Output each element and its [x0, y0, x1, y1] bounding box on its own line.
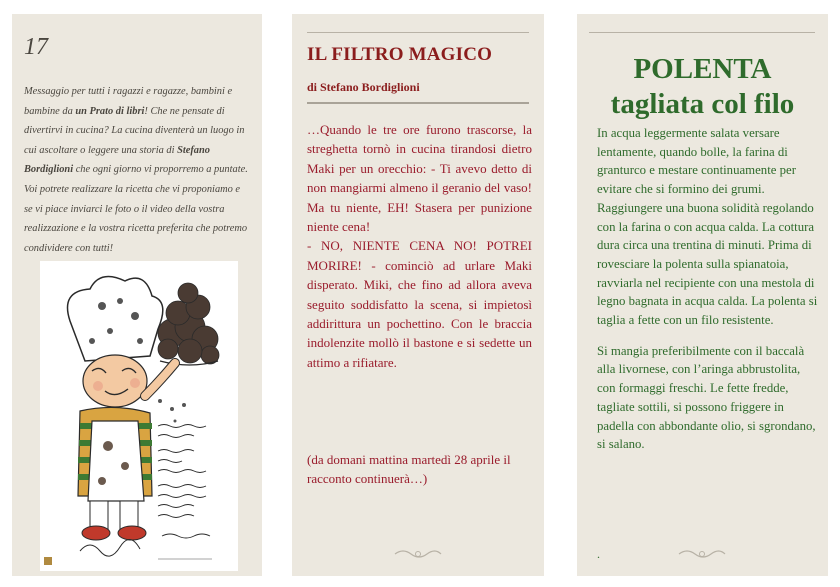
story-panel — [292, 14, 544, 576]
top-divider — [307, 32, 529, 33]
recipe-title — [577, 52, 828, 122]
trailing-mark: . — [597, 547, 600, 561]
chef-illustration — [40, 261, 238, 571]
intro-text-2: ! Che ne pensate di divertirvi in cucina? La cucina diventerà un luogo in cui ascoltare o leggere una storia di — [24, 105, 245, 156]
recipe-panel — [577, 14, 828, 576]
recipe-title-line-1: POLENTA — [633, 53, 772, 85]
recipe-body — [597, 124, 819, 466]
story-body — [307, 120, 532, 372]
story-title: IL FILTRO MAGICO — [307, 44, 493, 65]
page-number: 17 — [24, 34, 48, 60]
flourish-ornament — [393, 546, 443, 562]
story-author: di Stefano Bordiglioni — [307, 80, 420, 94]
chef-boy-drawing — [40, 261, 238, 571]
intro-panel — [12, 14, 262, 576]
story-paragraph-1: …Quando le tre ore furono trascorse, la streghetta tornò in cucina tirandosi dietro Maki per un orecchio: - Ti avevo detto di non mangiarmi almeno il geranio del vaso! Ma tu niente, EH! Stasera per punizione niente cena! — [307, 122, 532, 235]
flourish-ornament — [677, 546, 727, 562]
story-paragraph-2: - NO, NIENTE CENA NO! POTREI MORIRE! - cominciò ad urlare Maki disperato. Miki, che fino ad allora aveva seguito soddisfatto la scena, si impietosì addirittura un pochettino. Con le braccia indolenzite mollò il bastone e si sedette un attimo a rifiatare. — [307, 238, 532, 370]
recipe-paragraph-1: In acqua leggermente salata versare lentamente, quando bolle, la farina di granturco e mestare continuamente per evitare che si formino dei grumi. Raggiungere una buona solidità regolando con la farina o con acqua calda. La cottura dura circa una trentina di minuti. Prima di rovesciare la polenta sulla spianatoia, ravviarla nel recipiente con una mestola di legno bagnata in acqua calda. La polenta si taglia a fette con un filo resistente. — [597, 126, 818, 328]
intro-text-3: che ogni giorno vi proporremo a puntate. Voi potrete realizzare la ricetta che vi proponiamo e se vi piace inviarci le foto o il video della vostra realizzazione e la vostra ricetta preferita che potremo condividere con tutti! — [24, 164, 248, 254]
title-underline — [307, 102, 529, 104]
intro-highlight-author: Stefano Bordiglioni — [24, 144, 210, 176]
top-divider — [589, 32, 815, 33]
intro-text-1: Messaggio per tutti i ragazzi e ragazze, bambini e bambine da — [24, 86, 233, 117]
intro-message — [24, 82, 250, 258]
intro-highlight-prato: un Prato di libri — [75, 105, 145, 117]
recipe-title-line-2: tagliata col filo — [610, 88, 795, 120]
recipe-paragraph-2: Si mangia preferibilmente con il baccalà alla livornese, con l’aringa abbrustolita, con formaggi freschi. Le fette fredde, tagliate sottili, si possono friggere in padella con abbondante olio, si sgrondano, si salano. — [597, 343, 816, 452]
continuation-note: (da domani mattina martedì 28 aprile il racconto continuerà…) — [307, 452, 511, 486]
